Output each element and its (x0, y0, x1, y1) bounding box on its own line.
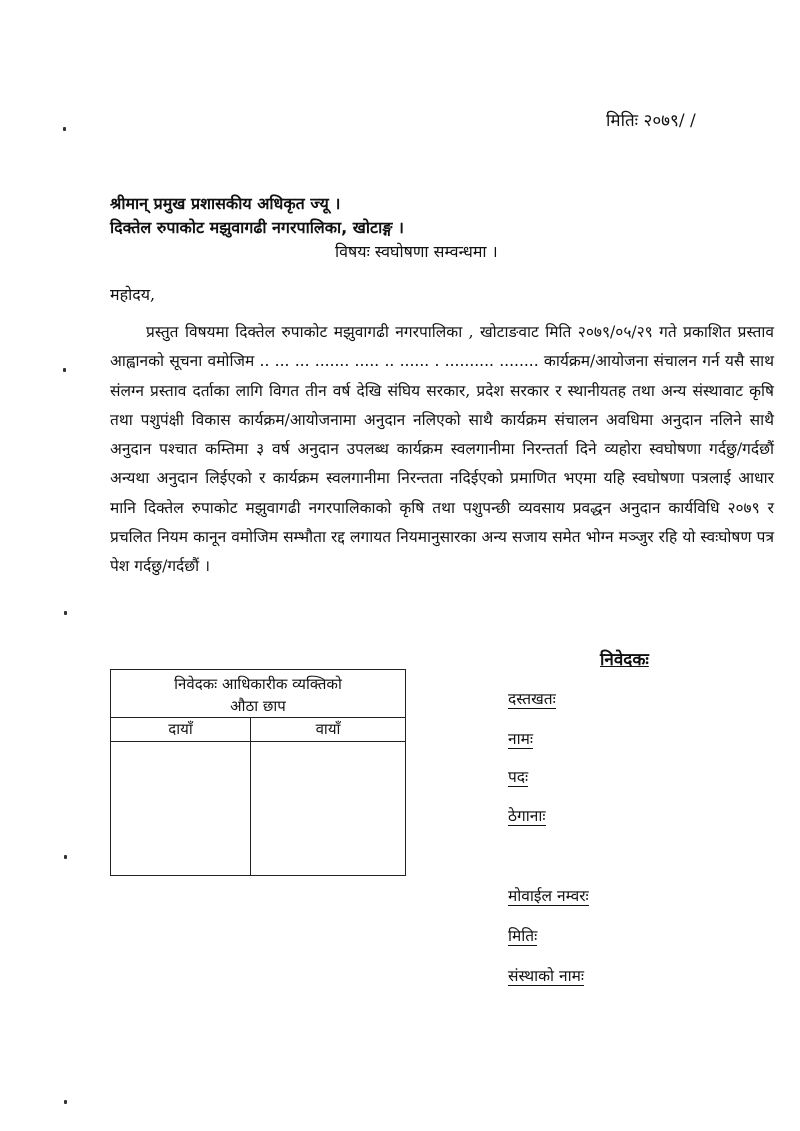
thumbprint-table (110, 669, 406, 876)
addressee-office: दिक्तेल रुपाकोट मझुवागढी नगरपालिका, खोटाङ्ग । (110, 218, 404, 237)
date-label: मितिः (508, 927, 538, 945)
letter-body (110, 318, 774, 582)
table-divider (111, 717, 405, 718)
signature-field[interactable] (508, 687, 556, 709)
thumbprint-title-line2: औठा छाप (230, 697, 286, 715)
scan-speck (64, 1100, 67, 1104)
organization-field[interactable] (508, 964, 584, 986)
right-thumb-header: दायाँ (168, 720, 193, 738)
body-paragraph: प्रस्तुत विषयमा दिक्तेल रुपाकोट मझुवागढी नगरपालिका , खोटाङवाट मिति २०७९/०५/२९ गते प्रकाशित प्रस्ताव आह्वानको सूचना वमोजिम .. ... ... ....... ..... .. ...... . .......... ........ कार्यक्रम/आयोजना संचालन गर्न यसै साथ संलग्न प्रस्ताव दर्ताका लागि विगत तीन वर्ष देखि संघिय सरकार, प्रदेश सरकार र स्थानीयतह तथा अन्य संस्थावाट कृषि तथा पशुपंक्षी विकास कार्यक्रम/आयोजनामा अनुदान नलिएको साथै कार्यक्रम संचालन अवधिमा अनुदान नलिने साथै अनुदान पश्चात कम्तिमा ३ वर्ष अनुदान उपलब्ध कार्यक्रम स्वलगानीमा निरन्तर्ता दिने व्यहोरा स्वघोषणा गर्दछु/गर्दछौं अन्यथा अनुदान लिईएको र कार्यक्रम स्वलगानीमा निरन्तता नदिईएको प्रमाणित भएमा यहि स्वघोषणा पत्रलाई आधार मानि दिक्तेल रुपाकोट मझुवागढी नगरपालिकाको कृषि तथा पशुपन्छी व्यवसाय प्रवद्धन अनुदान कार्यविधि २०७९ र प्रचलित नियम कानून वमोजिम सम्भौता रद्द लगायत नियमानुसारका अन्य सजाय समेत भोग्न मञ्जुर रहि यो स्वःघोषण पत्र पेश गर्दछु/गर्दछौं । (110, 323, 774, 576)
thumbprint-table-title (111, 673, 405, 717)
name-field[interactable] (508, 727, 533, 749)
salutation: महोदय, (110, 285, 156, 304)
addressee-title: श्रीमान् प्रमुख प्रशासकीय अधिकृत ज्यू । (110, 194, 341, 213)
scan-speck (63, 368, 66, 372)
thumbprint-title-line1: निवेदकः आधिकारीक व्यक्तिको (174, 675, 342, 693)
organization-label: संस्थाको नामः (508, 967, 584, 985)
letter-subject: विषयः स्वघोषणा सम्वन्धमा । (335, 242, 498, 261)
scan-speck (64, 855, 67, 859)
scan-speck (63, 127, 66, 131)
scan-speck (64, 611, 67, 615)
letter-date: मितिः २०७९/ / (606, 111, 696, 131)
position-label: पदः (508, 768, 529, 786)
address-field[interactable] (508, 804, 546, 826)
mobile-field[interactable] (508, 884, 589, 906)
position-field[interactable] (508, 765, 528, 787)
date-field[interactable] (508, 924, 537, 946)
applicant-heading: निवेदकः (600, 650, 649, 670)
signature-label: दस्तखतः (508, 690, 556, 708)
left-thumb-header: वायाँ (315, 720, 341, 738)
mobile-label: मोवाईल नम्वरः (508, 887, 589, 905)
address-label: ठेगानाः (508, 807, 546, 825)
name-label: नामः (508, 730, 534, 748)
table-column-divider (250, 717, 251, 875)
table-divider (111, 741, 405, 742)
